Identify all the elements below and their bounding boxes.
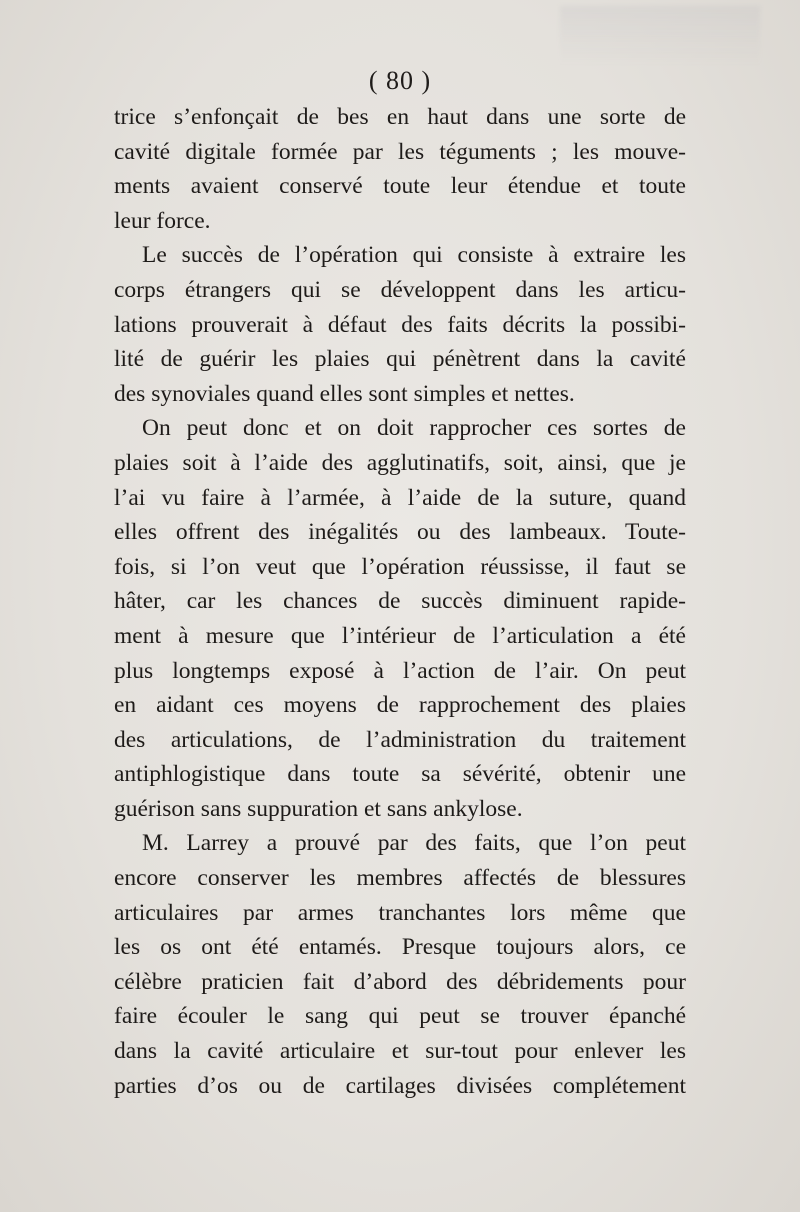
ink-bleed-through — [560, 6, 760, 66]
text-line: les os ont été entamés. Presque toujours alors, ce — [114, 934, 686, 961]
text-line: célèbre praticien fait d’abord des débridements pour — [114, 968, 686, 995]
text-line: leur force. — [114, 207, 211, 234]
text-line: des synoviales quand elles sont simples et nettes. — [114, 380, 575, 407]
text-line: cavité digitale formée par les téguments ; les mouve- — [114, 138, 686, 165]
paragraph — [114, 238, 686, 411]
text-line: encore conserver les membres affectés de blessures — [114, 865, 686, 892]
text-line: Le succès de l’opération qui consiste à extraire les — [142, 242, 686, 269]
text-line: fois, si l’on veut que l’opération réussisse, il faut se — [114, 553, 686, 580]
text-line: M. Larrey a prouvé par des faits, que l’on peut — [142, 830, 686, 857]
text-line: ment à mesure que l’intérieur de l’articulation a été — [114, 622, 686, 649]
text-line: parties d’os ou de cartilages divisées complétement — [114, 1072, 686, 1099]
text-line: articulaires par armes tranchantes lors même que — [114, 899, 686, 926]
text-line: corps étrangers qui se développent dans les articu- — [114, 276, 686, 303]
text-line: ments avaient conservé toute leur étendue et toute — [114, 173, 686, 200]
text-line: faire écouler le sang qui peut se trouver épanché — [114, 1003, 686, 1030]
text-line: plus longtemps exposé à l’action de l’air. On peut — [114, 657, 686, 684]
paragraph — [114, 826, 686, 1103]
paragraph — [114, 100, 686, 238]
text-line: en aidant ces moyens de rapprochement des plaies — [114, 692, 686, 719]
text-line: trice s’enfonçait de bes en haut dans une sorte de — [114, 104, 686, 130]
text-line: dans la cavité articulaire et sur-tout pour enlever les — [114, 1038, 686, 1065]
text-line: plaies soit à l’aide des agglutinatifs, soit, ainsi, que je — [114, 449, 686, 476]
body-text — [114, 100, 686, 1103]
text-line: l’ai vu faire à l’armée, à l’aide de la suture, quand — [114, 484, 686, 511]
paragraph — [114, 411, 686, 826]
text-line: On peut donc et on doit rapprocher ces sortes de — [142, 415, 686, 442]
text-line: antiphlogistique dans toute sa sévérité, obtenir une — [114, 761, 686, 788]
text-line: lations prouverait à défaut des faits décrits la possibi- — [114, 311, 686, 338]
text-line: des articulations, de l’administration du traitement — [114, 726, 686, 753]
page-number: ( 80 ) — [368, 66, 432, 95]
text-line: hâter, car les chances de succès diminuent rapide- — [114, 588, 686, 615]
text-line: guérison sans suppuration et sans ankylose. — [114, 795, 523, 822]
text-line: elles offrent des inégalités ou des lambeaux. Toute- — [114, 519, 686, 546]
text-line: lité de guérir les plaies qui pénètrent dans la cavité — [114, 346, 686, 373]
